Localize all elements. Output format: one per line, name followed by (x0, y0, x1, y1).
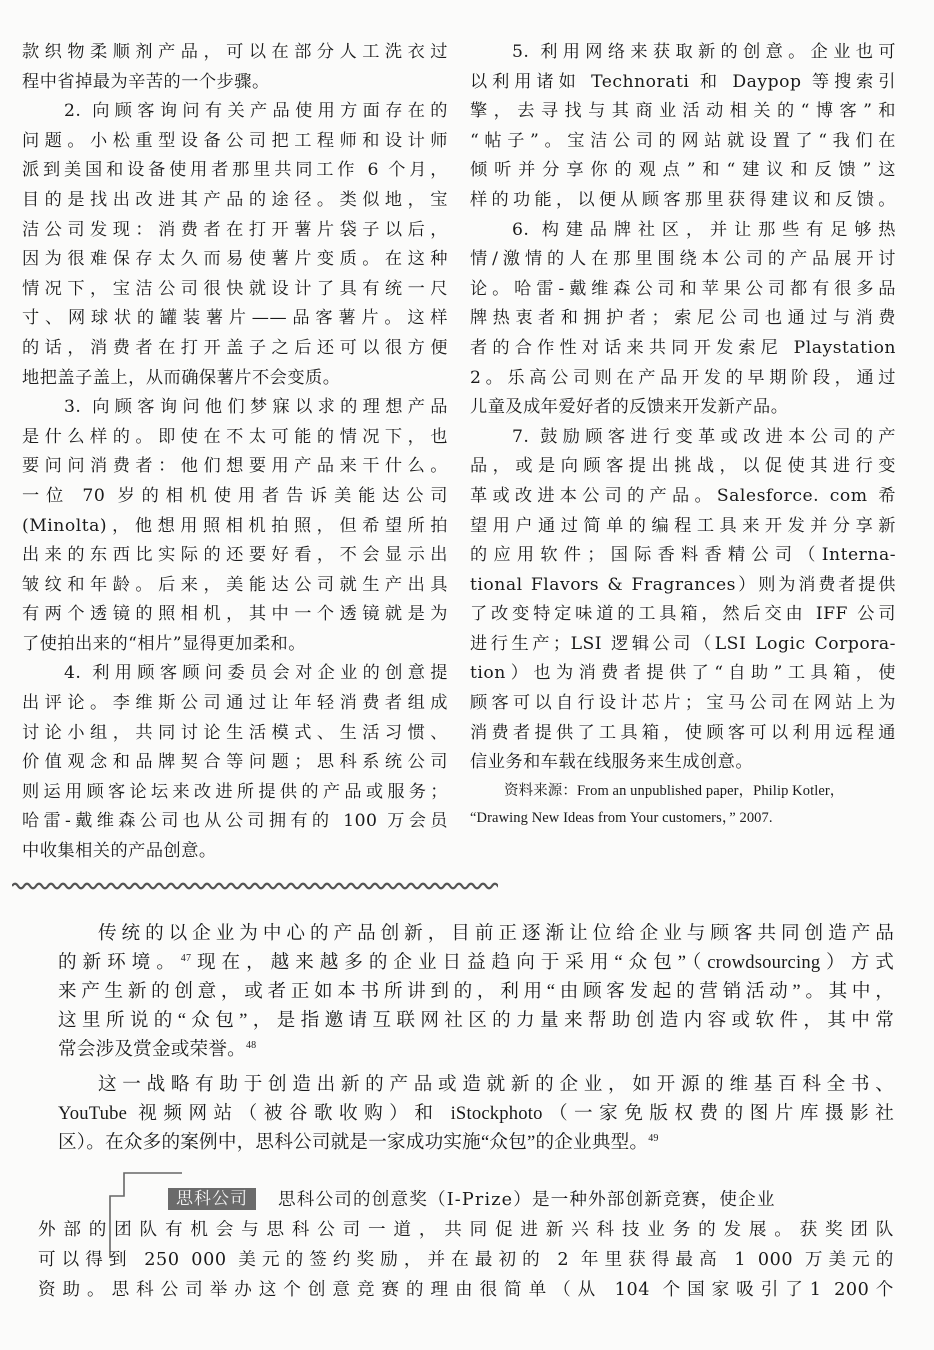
text-line: 讨论小组，共同讨论生活模式、生活习惯、 (22, 722, 448, 743)
case-line: 资助。思科公司举办这个创意竞赛的理由很简单（从 104 个国家吸引了1 200个 (38, 1280, 894, 1300)
wavy-divider-line (12, 884, 498, 889)
text-line: 6. 构建品牌社区，并让那些有足够热 (512, 219, 896, 240)
line-text: 的新环境。 (58, 951, 181, 973)
paragraph-line: 这一战略有助于创造出新的产品或造就新的企业，如开源的维基百科全书、 (98, 1074, 894, 1096)
text-line: 程中省掉最为辛苦的一个步骤。 (22, 71, 270, 92)
text-line: tion）也为消费者提供了“自助”工具箱，使 (470, 663, 896, 684)
text-line: 5. 利用网络来获取新的创意。企业也可 (512, 42, 896, 62)
wavy-divider (12, 880, 498, 892)
text-line: “帖子”。宝洁公司的网站就设置了“我们在 (470, 130, 896, 151)
case-line: 可以得到 250 000 美元的签约奖励，并在最初的 2 年里获得最高 1 000 万美元的 (38, 1250, 894, 1270)
text-line: 论。哈雷-戴维森公司和苹果公司都有很多品 (470, 278, 896, 299)
footnote-ref: 48 (245, 1039, 257, 1051)
text-line: 革或改进本公司的产品。Salesforce. com 希 (470, 485, 896, 506)
paragraph-line: 来产生新的创意，或者正如本书所讲到的，利用“由顾客发起的营销活动”。其中， (58, 980, 894, 1002)
text-line: 者的合作性对话来共同开发索尼 Playstation (470, 337, 896, 358)
text-line: 中收集相关的产品创意。 (22, 841, 217, 862)
main-text (58, 920, 894, 1158)
text-line: 地把盖子盖上，从而确保薯片不会变质。 (22, 367, 341, 388)
text-line: 目的是找出改进其产品的途径。类似地，宝 (22, 189, 448, 210)
left-column (22, 38, 448, 867)
text-line: 价值观念和品牌契合等问题；思科系统公司 (22, 752, 448, 773)
text-line: 寸、网球状的罐装薯片——品客薯片。这样 (22, 308, 448, 329)
text-line: 倾听并分享你的观点”和“建议和反馈”这 (470, 160, 896, 181)
text-line: 2。乐高公司则在产品开发的早期阶段，通过 (470, 367, 896, 388)
text-line: 则运用顾客论坛来改进所提供的产品或服务； (22, 781, 448, 802)
text-line: 出评论。李维斯公司通过让年轻消费者组成 (22, 693, 448, 714)
text-line: 样的功能，以便从顾客那里获得建议和反馈。 (470, 189, 896, 210)
line-text: 常会涉及赏金或荣誉。 (58, 1038, 246, 1060)
source-citation: 资料来源：From an unpublished paper，Philip Kotler， (504, 782, 845, 799)
case-box (38, 1185, 894, 1305)
text-line: 因为很难保存太久而易使薯片变质。在这种 (22, 249, 448, 270)
text-line: 的话，消费者在打开盖子之后还可以很方便 (22, 337, 448, 358)
text-line: 了使拍出来的“相片”显得更加柔和。 (22, 633, 306, 654)
text-line: tional Flavors & Fragrances）则为消费者提供 (470, 574, 896, 595)
text-line: 望用户通过简单的编程工具来开发并分享新 (470, 515, 896, 536)
line-text: 现在，越来越多的企业日益趋向于采用“众包”（crowdsourcing）方式 (191, 951, 894, 973)
text-line: 款织物柔顺剂产品，可以在部分人工洗衣过 (22, 42, 448, 62)
paragraph-line (58, 1036, 894, 1065)
text-line: 的应用软件；国际香料香精公司（Interna- (470, 545, 896, 566)
text-line: 皱纹和年龄。后来，美能达公司就生产出具 (22, 574, 448, 595)
text-line: 哈雷-戴维森公司也从公司拥有的 100 万会员 (22, 811, 448, 832)
text-line: 有两个透镜的照相机，其中一个透镜就是为 (22, 604, 448, 625)
case-line (38, 1185, 894, 1215)
text-line: 问题。小松重型设备公司把工程师和设计师 (22, 130, 448, 151)
line-text: 思科公司的创意奖（I-Prize）是一种外部创新竞赛，使企业 (278, 1190, 776, 1210)
paragraph-line: 传统的以企业为中心的产品创新，目前正逐渐让位给企业与顾客共同创造产品 (98, 923, 894, 944)
text-line: 要问问消费者：他们想要用产品来干什么。 (22, 456, 448, 477)
text-line: 情/激情的人在那里围绕本公司的产品展开讨 (470, 249, 896, 270)
case-tag: 思科公司 (168, 1188, 256, 1210)
paragraph-line (58, 1129, 894, 1158)
text-line: 洁公司发现：消费者在打开薯片袋子以后， (22, 219, 448, 240)
footnote-ref: 49 (648, 1133, 659, 1145)
paragraph-line: YouTube 视频网站（被谷歌收购）和 iStockphoto（一家免版权费的图片库摄影社 (58, 1103, 894, 1125)
right-column (470, 38, 896, 832)
text-line: 3. 向顾客询问他们梦寐以求的理想产品 (64, 397, 448, 418)
text-line: 进行生产；LSI 逻辑公司（LSI Logic Corpora- (470, 633, 896, 654)
text-line: 擎，去寻找与其商业活动相关的“博客”和 (470, 101, 896, 122)
text-line: 了改变特定味道的工具箱，然后交由 IFF 公司 (470, 604, 896, 625)
text-line: 4. 利用顾客顾问委员会对企业的创意提 (64, 663, 448, 684)
text-line: (Minolta)，他想用照相机拍照，但希望所拍 (22, 515, 448, 536)
text-line: 情况下，宝洁公司很快就设计了具有统一尺 (22, 278, 448, 299)
case-line: 外部的团队有机会与思科公司一道，共同促进新兴科技业务的发展。获奖团队 (38, 1220, 894, 1240)
text-line: 派到美国和设备使用者那里共同工作 6 个月， (22, 160, 448, 181)
text-line: 儿童及成年爱好者的反馈来开发新产品。 (470, 397, 789, 418)
text-line: 牌热衷者和拥护者；索尼公司也通过与消费 (470, 308, 896, 329)
paragraph-line: 这里所说的“众包”，是指邀请互联网社区的力量来帮助创造内容或软件，其中常 (58, 1009, 894, 1031)
text-line: 7. 鼓励顾客进行变革或改进本公司的产 (512, 426, 896, 447)
text-line: 以利用诸如 Technorati 和 Daypop 等搜索引 (470, 71, 896, 92)
paragraph-line (58, 949, 894, 978)
text-line: 一位 70 岁的相机使用者告诉美能达公司 (22, 485, 448, 506)
source-citation: “Drawing New Ideas from Your customers，” 2007. (470, 809, 773, 826)
text-line: 品，或是向顾客提出挑战，以促使其进行变 (470, 456, 896, 477)
footnote-ref: 47 (180, 952, 192, 964)
text-line: 是什么样的。即使在不太可能的情况下，也 (22, 426, 448, 447)
text-line: 信业务和车载在线服务来生成创意。 (470, 752, 754, 773)
text-line: 消费者提供了工具箱，使顾客可以利用远程通 (470, 722, 896, 743)
line-text: 区）。在众多的案例中，思科公司就是一家成功实施“众包”的企业典型。 (58, 1132, 649, 1154)
text-line: 出来的东西比实际的还要好看，不会显示出 (22, 545, 448, 566)
text-line: 顾客可以自行设计芯片；宝马公司在网站上为 (470, 693, 896, 714)
text-line: 2. 向顾客询问有关产品使用方面存在的 (64, 101, 448, 122)
